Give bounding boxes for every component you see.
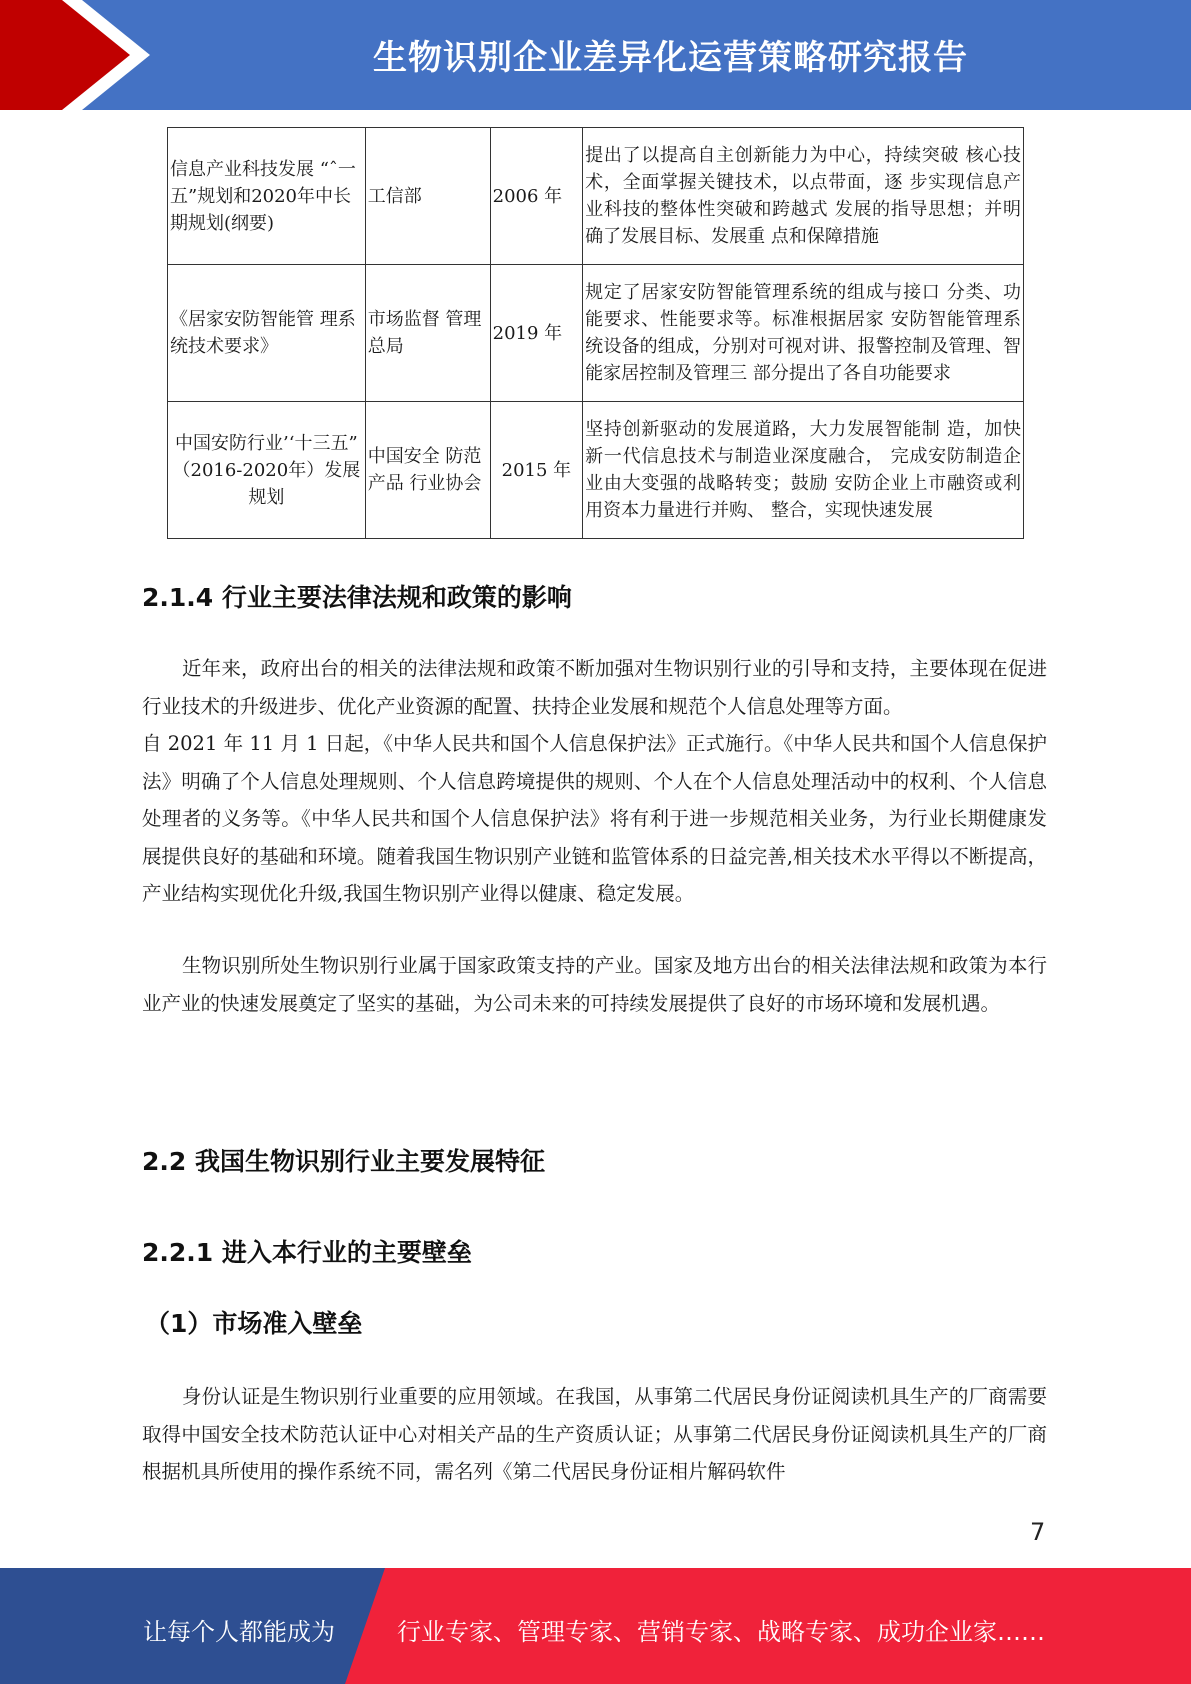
sub-heading: （1）市场准入壁垒: [145, 1309, 363, 1338]
footer-slogan-right: 行业专家、管理专家、营销专家、战略专家、成功企业家……: [397, 1618, 1045, 1646]
header-red-chevron: [0, 0, 160, 110]
content-cell: 坚持创新驱动的发展道路，大力发展智能制 造，加快新一代信息技术与制造业深度融合， 完成安防制造企业由大变强的战略转变；鼓励 安防企业上市融资或利用资本力量进行并购、 整合，实现快速发展: [583, 402, 1024, 539]
table-row: [168, 265, 1024, 402]
page-header: [0, 0, 1191, 110]
section-heading-2-2-1: 2.2.1 进入本行业的主要壁垒: [142, 1238, 472, 1267]
policy-name-cell: 信息产业科技发展 “ˆ一五”规划和2020年中长期规划(纲要): [168, 128, 366, 265]
paragraph: 近年来，政府出台的相关的法律法规和政策不断加强对生物识别行业的引导和支持，主要体现在促进行业技术的升级进步、优化产业资源的配置、扶持企业发展和规范个人信息处理等方面。: [142, 657, 1047, 718]
footer-slogan-left: 让每个人都能成为: [143, 1618, 335, 1646]
issuer-cell: 工信部: [365, 128, 490, 265]
policy-name-cell: 《居家安防智能管 理系统技术要求》: [168, 265, 366, 402]
year-cell: 2019 年: [490, 265, 583, 402]
content-cell: 提出了以提高自主创新能力为中心，持续突破 核心技术，全面掌握关键技术，以点带面，逐 步实现信息产业科技的整体性突破和跨越式 发展的指导思想；并明确了发展目标、发展重 点和保障措施: [583, 128, 1024, 265]
report-title: 生物识别企业差异化运营策略研究报告: [373, 38, 968, 78]
section-heading-2-1-4: 2.1.4 行业主要法律法规和政策的影响: [142, 583, 572, 612]
section-heading-2-2: 2.2 我国生物识别行业主要发展特征: [142, 1147, 545, 1176]
section-2-1-4-body: [142, 650, 1047, 913]
paragraph: 自 2021 年 11 月 1 日起，《中华人民共和国个人信息保护法》正式施行。《中华人民共和国个人信息保护法》明确了个人信息处理规则、个人信息跨境提供的规则、个人在个人信息处理活动中的权利、个人信息处理者的义务等。《中华人民共和国个人信息保护法》将有利于进一步规范相关业务，为行业长期健康发展提供良好的基础和环境。随着我国生物识别产业链和监管体系的日益完善,相关技术水平得以不断提高，产业结构实现优化升级,我国生物识别产业得以健康、稳定发展。: [142, 732, 1047, 905]
table-row: [168, 402, 1024, 539]
page-number: 7: [1030, 1518, 1046, 1546]
table-row: [168, 128, 1024, 265]
year-cell: 2015 年: [490, 402, 583, 539]
policy-table: [167, 127, 1024, 539]
policy-name-cell: 中国安防行业’‘十三五” （2016-2020年）发展规划: [168, 402, 366, 539]
paragraph: 生物识别所处生物识别行业属于国家政策支持的产业。国家及地方出台的相关法律法规和政策为本行业产业的快速发展奠定了坚实的基础，为公司未来的可持续发展提供了良好的市场环境和发展机遇。: [142, 954, 1047, 1015]
issuer-cell: 市场监督 管理总局: [365, 265, 490, 402]
issuer-cell: 中国安全 防范产品 行业协会: [365, 402, 490, 539]
year-cell: 2006 年: [490, 128, 583, 265]
paragraph: 身份认证是生物识别行业重要的应用领域。在我国，从事第二代居民身份证阅读机具生产的厂商需要取得中国安全技术防范认证中心对相关产品的生产资质认证；从事第二代居民身份证阅读机具生产的厂商根据机具所使用的操作系统不同，需名列《第二代居民身份证相片解码软件: [142, 1385, 1047, 1483]
content-cell: 规定了居家安防智能管理系统的组成与接口 分类、功能要求、性能要求等。标准根据居家 安防智能管理系统设备的组成，分别对可视对讲、报警控制及管理、智能家居控制及管理三 部分提出了各自功能要求: [583, 265, 1024, 402]
